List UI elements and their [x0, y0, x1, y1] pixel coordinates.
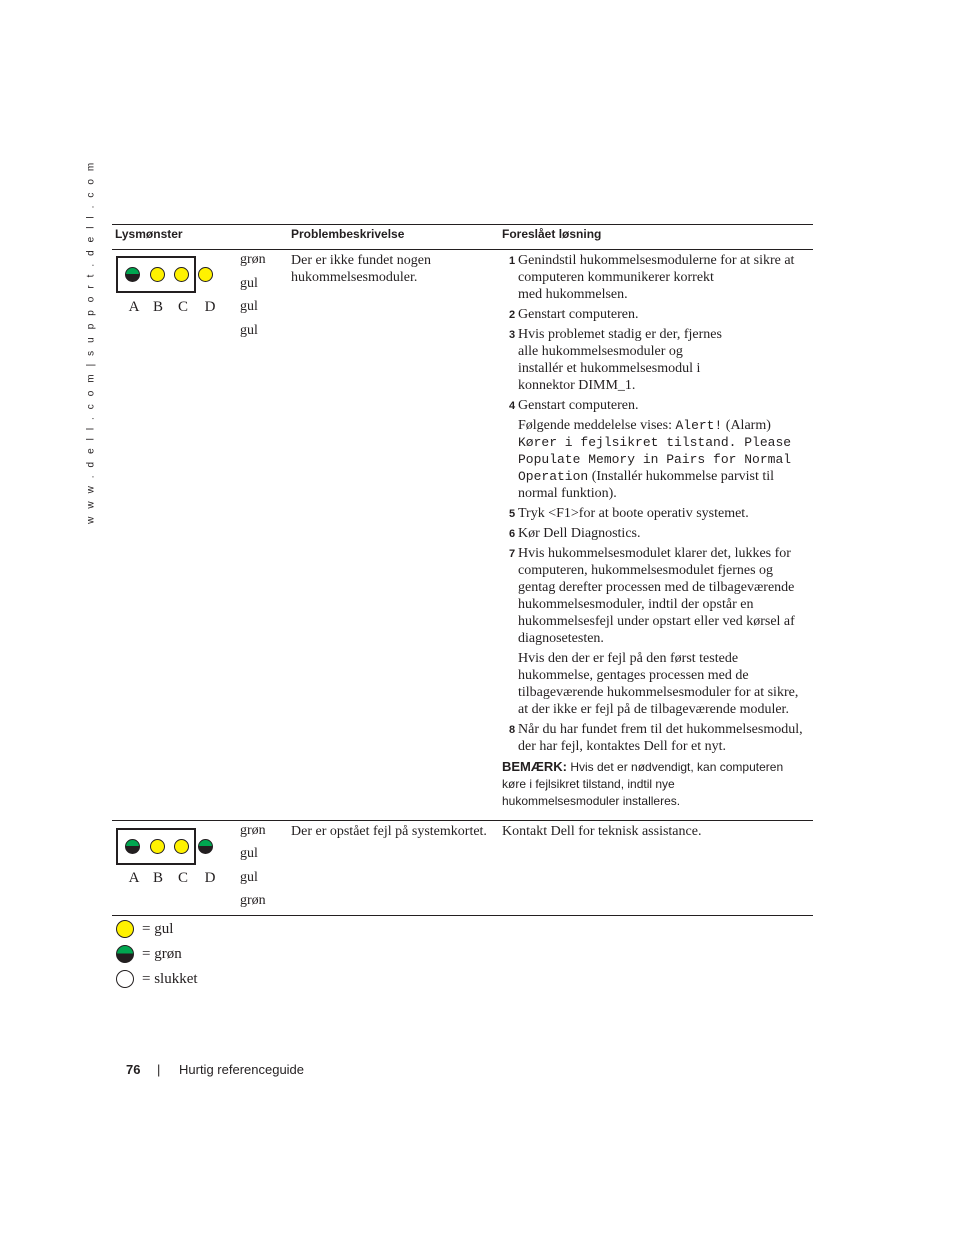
- color-label: gul: [240, 299, 258, 314]
- step-5: 5 Tryk <F1>for at boote operativ systemet.: [509, 506, 749, 521]
- solution-steps: [502, 252, 812, 810]
- led-panel: [116, 256, 196, 293]
- led-panel: [116, 828, 196, 865]
- color-label: grøn: [240, 893, 266, 908]
- led-indicator: [174, 267, 189, 282]
- color-label: grøn: [240, 823, 266, 838]
- yellow-led-icon: [116, 920, 134, 938]
- color-label: gul: [240, 870, 258, 885]
- led-indicator: [150, 267, 165, 282]
- color-label: grøn: [240, 252, 266, 267]
- color-label: gul: [240, 276, 258, 291]
- note-label: BEMÆRK:: [502, 759, 567, 774]
- led-letter: B: [152, 870, 163, 886]
- led-indicator: [125, 267, 140, 282]
- solution-text: Kontakt Dell for teknisk assistance.: [502, 824, 702, 839]
- header-problem: Problembeskrivelse: [291, 227, 405, 241]
- problem-description: Der er ikke fundet nogen hukommelsesmoduler.: [291, 253, 431, 285]
- color-label: gul: [240, 323, 258, 338]
- step-4: 4 Genstart computeren.: [509, 398, 639, 413]
- step-2: 2 Genstart computeren.: [509, 307, 639, 322]
- led-indicator: [198, 267, 213, 282]
- header-solution: Foreslået løsning: [502, 227, 602, 241]
- table-bottom-rule: [112, 915, 813, 916]
- legend-yellow: = gul: [116, 920, 173, 940]
- step-7: 7 Hvis hukommelsesmodulet klarer det, lukkes for computeren, hukommelsesmodulet fjernes og gentag derefter processen med de tilbageværende hukommelsesmoduler, indtil der opstår en hukommelsesfejl under opstart eller ved kørsel af diagnosetesten.: [509, 546, 795, 646]
- footer-title: Hurtig referenceguide: [179, 1062, 305, 1077]
- legend-off: = slukket: [116, 970, 198, 990]
- alert-message: Følgende meddelelse vises: Alert! (Alarm) Kører i fejlsikret tilstand. Please Populate Memory in Pairs for Normal Operation (Installér hukommelse parvist til normal funktion).: [518, 418, 792, 501]
- step-1: 1 Genindstil hukommelsesmodulerne for at sikre at computeren kommunikerer korrekt med hukommelsen.: [509, 253, 795, 302]
- legend-green: = grøn: [116, 945, 182, 965]
- color-label: gul: [240, 846, 258, 861]
- green-led-icon: [116, 945, 134, 963]
- led-letter: D: [204, 299, 216, 315]
- step-7-continued: Hvis den der er fejl på den først testede hukommelse, gentages processen med de tilbageværende hukommelsesmoduler for at sikre, at der ikke er fejl på de tilbageværende moduler.: [518, 651, 799, 717]
- led-letter: A: [128, 299, 140, 315]
- led-indicator: [198, 839, 213, 854]
- led-indicator: [150, 839, 165, 854]
- step-6: 6 Kør Dell Diagnostics.: [509, 526, 641, 541]
- note: BEMÆRK: Hvis det er nødvendigt, kan computeren køre i fejlsikret tilstand, indtil nye hukommelsesmoduler installeres.: [502, 759, 784, 808]
- header-rule: [112, 249, 813, 250]
- led-letter: C: [177, 299, 188, 315]
- led-letter: B: [152, 299, 163, 315]
- side-url: w w w . d e l l . c o m | s u p p o r t . d e l l . c o m: [85, 160, 97, 524]
- footer-separator: |: [157, 1062, 161, 1077]
- off-led-icon: [116, 970, 134, 988]
- page-number: 76: [126, 1062, 141, 1077]
- step-3: 3 Hvis problemet stadig er der, fjernes alle hukommelsesmoduler og installér et hukommelsesmodul i konnektor DIMM_1.: [509, 327, 722, 393]
- led-letter: C: [177, 870, 188, 886]
- header-pattern: Lysmønster: [115, 227, 183, 241]
- led-letter: D: [204, 870, 216, 886]
- problem-description: Der er opstået fejl på systemkortet.: [291, 824, 487, 839]
- table-top-rule: [112, 224, 813, 225]
- step-8: 8 Når du har fundet frem til det hukommelsesmodul, der har fejl, kontaktes Dell for et nyt.: [509, 722, 803, 754]
- led-indicator: [125, 839, 140, 854]
- led-letter: A: [128, 870, 140, 886]
- row-rule: [112, 820, 813, 821]
- led-indicator: [174, 839, 189, 854]
